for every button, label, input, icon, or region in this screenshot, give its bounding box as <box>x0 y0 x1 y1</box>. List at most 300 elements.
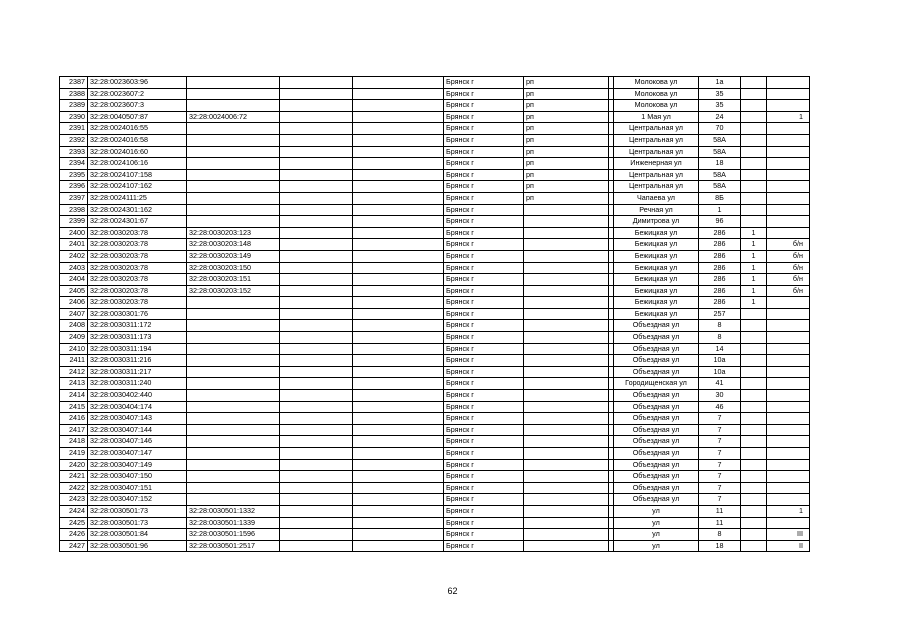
cell-empty-col-a <box>280 204 353 216</box>
cell-building <box>741 204 767 216</box>
cell-settlement-type: рп <box>524 134 609 146</box>
cell-building: 1 <box>741 227 767 239</box>
cell-house-number: 286 <box>699 239 741 251</box>
cell-house-number: 1 <box>699 204 741 216</box>
table-row <box>60 77 810 89</box>
table-row <box>60 482 810 494</box>
cell-empty-col-a <box>280 111 353 123</box>
cell-street: Объездная ул <box>614 424 699 436</box>
cell-flat-or-note <box>767 181 810 193</box>
cell-empty-col-a <box>280 216 353 228</box>
cell-house-number: 18 <box>699 540 741 552</box>
cell-empty-col-a <box>280 123 353 135</box>
cell-linked-cadastral-number <box>187 123 280 135</box>
cell-empty-col-a <box>280 297 353 309</box>
cell-linked-cadastral-number <box>187 297 280 309</box>
cell-house-number: 7 <box>699 494 741 506</box>
cell-building <box>741 529 767 541</box>
cell-street: Бежицкая ул <box>614 227 699 239</box>
cell-flat-or-note <box>767 355 810 367</box>
cell-linked-cadastral-number <box>187 390 280 402</box>
cell-flat-or-note <box>767 204 810 216</box>
cell-street: Центральная ул <box>614 134 699 146</box>
cell-cadastral-number: 32:28:0024016:55 <box>88 123 187 135</box>
cell-linked-cadastral-number <box>187 88 280 100</box>
cell-row-number: 2416 <box>60 413 88 425</box>
cell-building <box>741 390 767 402</box>
cell-city: Брянск г <box>444 250 524 262</box>
cell-empty-col-b <box>353 517 444 529</box>
cell-cadastral-number: 32:28:0030311:216 <box>88 355 187 367</box>
cell-empty-col-b <box>353 134 444 146</box>
cell-row-number: 2389 <box>60 100 88 112</box>
cell-row-number: 2407 <box>60 308 88 320</box>
table-row <box>60 111 810 123</box>
cell-empty-col-b <box>353 111 444 123</box>
cell-row-number: 2422 <box>60 482 88 494</box>
cell-city: Брянск г <box>444 494 524 506</box>
cell-house-number: 286 <box>699 274 741 286</box>
cell-empty-col-a <box>280 146 353 158</box>
cell-empty-col-a <box>280 181 353 193</box>
cell-building <box>741 448 767 460</box>
table-row <box>60 401 810 413</box>
cell-empty-col-b <box>353 390 444 402</box>
cell-empty-col-a <box>280 459 353 471</box>
cell-city: Брянск г <box>444 123 524 135</box>
cell-settlement-type: рп <box>524 192 609 204</box>
cell-building <box>741 158 767 170</box>
cell-settlement-type <box>524 505 609 517</box>
cell-cadastral-number: 32:28:0030203:78 <box>88 227 187 239</box>
cell-flat-or-note <box>767 320 810 332</box>
cell-linked-cadastral-number <box>187 424 280 436</box>
cell-city: Брянск г <box>444 216 524 228</box>
cell-linked-cadastral-number <box>187 436 280 448</box>
cell-house-number: 35 <box>699 100 741 112</box>
cell-empty-col-b <box>353 529 444 541</box>
cell-city: Брянск г <box>444 88 524 100</box>
cell-cadastral-number: 32:28:0030203:78 <box>88 262 187 274</box>
cell-empty-col-b <box>353 378 444 390</box>
cell-settlement-type: рп <box>524 88 609 100</box>
cell-empty-col-b <box>353 366 444 378</box>
cell-row-number: 2400 <box>60 227 88 239</box>
cell-empty-col-a <box>280 227 353 239</box>
cell-cadastral-number: 32:28:0024016:58 <box>88 134 187 146</box>
cell-settlement-type <box>524 239 609 251</box>
cell-building <box>741 123 767 135</box>
cell-empty-col-a <box>280 529 353 541</box>
cell-city: Брянск г <box>444 77 524 89</box>
cell-flat-or-note <box>767 459 810 471</box>
cell-city: Брянск г <box>444 355 524 367</box>
cell-empty-col-a <box>280 505 353 517</box>
cell-building <box>741 436 767 448</box>
cell-settlement-type <box>524 494 609 506</box>
cell-empty-col-a <box>280 494 353 506</box>
table-row <box>60 239 810 251</box>
cell-row-number: 2418 <box>60 436 88 448</box>
cell-cadastral-number: 32:28:0030402:440 <box>88 390 187 402</box>
cell-empty-col-a <box>280 88 353 100</box>
cell-building <box>741 424 767 436</box>
cell-settlement-type: рп <box>524 123 609 135</box>
cell-settlement-type: рп <box>524 181 609 193</box>
cell-city: Брянск г <box>444 274 524 286</box>
table-row <box>60 378 810 390</box>
cell-house-number: 96 <box>699 216 741 228</box>
cell-street: Инженерная ул <box>614 158 699 170</box>
cell-settlement-type <box>524 320 609 332</box>
cell-row-number: 2399 <box>60 216 88 228</box>
cell-house-number: 7 <box>699 436 741 448</box>
cell-city: Брянск г <box>444 424 524 436</box>
table-row <box>60 146 810 158</box>
cell-building <box>741 181 767 193</box>
table-row <box>60 517 810 529</box>
cell-linked-cadastral-number <box>187 494 280 506</box>
cell-building <box>741 343 767 355</box>
cell-flat-or-note <box>767 308 810 320</box>
cell-linked-cadastral-number <box>187 378 280 390</box>
cell-row-number: 2423 <box>60 494 88 506</box>
cell-city: Брянск г <box>444 181 524 193</box>
cell-empty-col-a <box>280 169 353 181</box>
cell-row-number: 2426 <box>60 529 88 541</box>
cell-settlement-type <box>524 459 609 471</box>
cell-empty-col-a <box>280 332 353 344</box>
cell-cadastral-number: 32:28:0024301:67 <box>88 216 187 228</box>
cell-building <box>741 505 767 517</box>
cell-flat-or-note <box>767 378 810 390</box>
cell-street: Объездная ул <box>614 471 699 483</box>
cell-empty-col-b <box>353 482 444 494</box>
cell-linked-cadastral-number: 32:28:0030203:150 <box>187 262 280 274</box>
cell-city: Брянск г <box>444 436 524 448</box>
cell-street: Объездная ул <box>614 494 699 506</box>
cell-flat-or-note: б/н <box>767 262 810 274</box>
cell-settlement-type <box>524 390 609 402</box>
cell-flat-or-note: II <box>767 540 810 552</box>
table-row <box>60 390 810 402</box>
table-row <box>60 436 810 448</box>
cell-house-number: 24 <box>699 111 741 123</box>
cell-row-number: 2405 <box>60 285 88 297</box>
cell-city: Брянск г <box>444 401 524 413</box>
cell-empty-col-a <box>280 77 353 89</box>
cell-house-number: 10а <box>699 366 741 378</box>
table-row <box>60 355 810 367</box>
cell-flat-or-note <box>767 517 810 529</box>
table-row <box>60 297 810 309</box>
table-row <box>60 250 810 262</box>
cell-empty-col-b <box>353 308 444 320</box>
cell-empty-col-b <box>353 413 444 425</box>
cell-linked-cadastral-number <box>187 448 280 460</box>
table-row <box>60 100 810 112</box>
cell-empty-col-a <box>280 239 353 251</box>
property-register-table <box>59 76 810 552</box>
cell-city: Брянск г <box>444 459 524 471</box>
cell-house-number: 10а <box>699 355 741 367</box>
cell-empty-col-b <box>353 262 444 274</box>
cell-flat-or-note <box>767 192 810 204</box>
cell-settlement-type: рп <box>524 169 609 181</box>
cell-city: Брянск г <box>444 378 524 390</box>
cell-row-number: 2425 <box>60 517 88 529</box>
cell-linked-cadastral-number: 32:28:0030203:123 <box>187 227 280 239</box>
cell-empty-col-b <box>353 250 444 262</box>
cell-building <box>741 332 767 344</box>
cell-house-number: 46 <box>699 401 741 413</box>
cell-linked-cadastral-number <box>187 181 280 193</box>
cell-empty-col-b <box>353 459 444 471</box>
cell-empty-col-a <box>280 517 353 529</box>
cell-street: Объездная ул <box>614 343 699 355</box>
cell-settlement-type <box>524 424 609 436</box>
cell-empty-col-a <box>280 250 353 262</box>
table-row <box>60 448 810 460</box>
cell-row-number: 2397 <box>60 192 88 204</box>
cell-street: Объездная ул <box>614 413 699 425</box>
table-row <box>60 424 810 436</box>
cell-building <box>741 192 767 204</box>
cell-house-number: 8 <box>699 320 741 332</box>
cell-row-number: 2427 <box>60 540 88 552</box>
cell-building <box>741 366 767 378</box>
cell-row-number: 2395 <box>60 169 88 181</box>
cell-city: Брянск г <box>444 332 524 344</box>
table-row <box>60 88 810 100</box>
cell-cadastral-number: 32:28:0023603:96 <box>88 77 187 89</box>
cell-cadastral-number: 32:28:0024016:60 <box>88 146 187 158</box>
cell-empty-col-b <box>353 88 444 100</box>
cell-linked-cadastral-number <box>187 192 280 204</box>
table-body <box>60 77 810 552</box>
cell-empty-col-a <box>280 192 353 204</box>
cell-city: Брянск г <box>444 111 524 123</box>
cell-cadastral-number: 32:28:0024111:25 <box>88 192 187 204</box>
cell-house-number: 14 <box>699 343 741 355</box>
cell-building <box>741 494 767 506</box>
cell-house-number: 18 <box>699 158 741 170</box>
cell-street: Объездная ул <box>614 401 699 413</box>
cell-linked-cadastral-number <box>187 158 280 170</box>
cell-house-number: 286 <box>699 250 741 262</box>
cell-empty-col-a <box>280 355 353 367</box>
cell-flat-or-note <box>767 77 810 89</box>
cell-street: Центральная ул <box>614 123 699 135</box>
cell-city: Брянск г <box>444 134 524 146</box>
cell-row-number: 2392 <box>60 134 88 146</box>
cell-street: Бежицкая ул <box>614 262 699 274</box>
cell-empty-col-a <box>280 343 353 355</box>
cell-flat-or-note <box>767 471 810 483</box>
cell-empty-col-b <box>353 158 444 170</box>
cell-empty-col-a <box>280 262 353 274</box>
cell-city: Брянск г <box>444 390 524 402</box>
table-row <box>60 181 810 193</box>
cell-settlement-type <box>524 274 609 286</box>
cell-linked-cadastral-number <box>187 308 280 320</box>
cell-house-number: 7 <box>699 413 741 425</box>
cell-building <box>741 355 767 367</box>
cell-flat-or-note <box>767 343 810 355</box>
cell-cadastral-number: 32:28:0030407:144 <box>88 424 187 436</box>
cell-street: Молокова ул <box>614 77 699 89</box>
cell-empty-col-b <box>353 505 444 517</box>
cell-linked-cadastral-number <box>187 169 280 181</box>
cell-row-number: 2417 <box>60 424 88 436</box>
cell-cadastral-number: 32:28:0030501:84 <box>88 529 187 541</box>
cell-flat-or-note <box>767 123 810 135</box>
cell-settlement-type <box>524 517 609 529</box>
cell-linked-cadastral-number <box>187 355 280 367</box>
cell-empty-col-b <box>353 100 444 112</box>
cell-empty-col-a <box>280 436 353 448</box>
cell-street: Центральная ул <box>614 146 699 158</box>
cell-house-number: 11 <box>699 517 741 529</box>
cell-cadastral-number: 32:28:0023607:3 <box>88 100 187 112</box>
cell-settlement-type: рп <box>524 77 609 89</box>
cell-house-number: 58А <box>699 146 741 158</box>
cell-house-number: 30 <box>699 390 741 402</box>
cell-house-number: 7 <box>699 471 741 483</box>
cell-city: Брянск г <box>444 239 524 251</box>
cell-house-number: 70 <box>699 123 741 135</box>
cell-empty-col-b <box>353 436 444 448</box>
cell-cadastral-number: 32:28:0030501:73 <box>88 505 187 517</box>
cell-street: Бежицкая ул <box>614 285 699 297</box>
cell-linked-cadastral-number <box>187 343 280 355</box>
cell-house-number: 7 <box>699 424 741 436</box>
cell-cadastral-number: 32:28:0024107:162 <box>88 181 187 193</box>
cell-empty-col-b <box>353 181 444 193</box>
cell-city: Брянск г <box>444 343 524 355</box>
cell-row-number: 2402 <box>60 250 88 262</box>
cell-city: Брянск г <box>444 540 524 552</box>
cell-settlement-type <box>524 540 609 552</box>
cell-flat-or-note <box>767 134 810 146</box>
cell-linked-cadastral-number <box>187 134 280 146</box>
cell-empty-col-b <box>353 343 444 355</box>
table-row <box>60 216 810 228</box>
cell-city: Брянск г <box>444 448 524 460</box>
cell-cadastral-number: 32:28:0030501:96 <box>88 540 187 552</box>
cell-empty-col-a <box>280 274 353 286</box>
cell-cadastral-number: 32:28:0030203:78 <box>88 250 187 262</box>
cell-settlement-type <box>524 471 609 483</box>
cell-street: Объездная ул <box>614 320 699 332</box>
cell-house-number: 7 <box>699 448 741 460</box>
table-row <box>60 320 810 332</box>
cell-street: Городищенская ул <box>614 378 699 390</box>
cell-flat-or-note <box>767 158 810 170</box>
cell-empty-col-b <box>353 355 444 367</box>
cell-building <box>741 482 767 494</box>
cell-house-number: 58А <box>699 134 741 146</box>
cell-street: Объездная ул <box>614 448 699 460</box>
cell-empty-col-b <box>353 401 444 413</box>
cell-cadastral-number: 32:28:0030301:76 <box>88 308 187 320</box>
cell-city: Брянск г <box>444 169 524 181</box>
cell-linked-cadastral-number <box>187 320 280 332</box>
cell-city: Брянск г <box>444 285 524 297</box>
cell-city: Брянск г <box>444 158 524 170</box>
cell-street: Димитрова ул <box>614 216 699 228</box>
cell-empty-col-a <box>280 413 353 425</box>
cell-row-number: 2406 <box>60 297 88 309</box>
cell-house-number: 41 <box>699 378 741 390</box>
cell-empty-col-a <box>280 482 353 494</box>
cell-house-number: 7 <box>699 459 741 471</box>
cell-house-number: 8Б <box>699 192 741 204</box>
cell-flat-or-note: б/н <box>767 274 810 286</box>
cell-house-number: 8 <box>699 529 741 541</box>
table-row <box>60 494 810 506</box>
table-row <box>60 332 810 344</box>
cell-flat-or-note <box>767 227 810 239</box>
cell-empty-col-a <box>280 100 353 112</box>
cell-settlement-type: рп <box>524 100 609 112</box>
cell-cadastral-number: 32:28:0030311:173 <box>88 332 187 344</box>
cell-street: 1 Мая ул <box>614 111 699 123</box>
cell-linked-cadastral-number: 32:28:0030203:151 <box>187 274 280 286</box>
cell-street: Бежицкая ул <box>614 250 699 262</box>
cell-house-number: 8 <box>699 332 741 344</box>
cell-linked-cadastral-number <box>187 332 280 344</box>
cell-building: 1 <box>741 297 767 309</box>
cell-cadastral-number: 32:28:0024107:158 <box>88 169 187 181</box>
cell-settlement-type: рп <box>524 158 609 170</box>
cell-street: Объездная ул <box>614 355 699 367</box>
cell-flat-or-note: б/н <box>767 250 810 262</box>
cell-row-number: 2398 <box>60 204 88 216</box>
cell-settlement-type <box>524 227 609 239</box>
cell-city: Брянск г <box>444 413 524 425</box>
cell-settlement-type <box>524 529 609 541</box>
cell-city: Брянск г <box>444 192 524 204</box>
cell-building <box>741 111 767 123</box>
cell-building <box>741 146 767 158</box>
cell-row-number: 2412 <box>60 366 88 378</box>
cell-row-number: 2408 <box>60 320 88 332</box>
cell-settlement-type <box>524 216 609 228</box>
cell-flat-or-note <box>767 413 810 425</box>
cell-street: ул <box>614 540 699 552</box>
cell-row-number: 2424 <box>60 505 88 517</box>
cell-empty-col-b <box>353 204 444 216</box>
cell-linked-cadastral-number: 32:28:0030501:1332 <box>187 505 280 517</box>
cell-city: Брянск г <box>444 227 524 239</box>
cell-street: Речная ул <box>614 204 699 216</box>
cell-settlement-type <box>524 204 609 216</box>
cell-cadastral-number: 32:28:0024301:162 <box>88 204 187 216</box>
cell-building: 1 <box>741 239 767 251</box>
cell-linked-cadastral-number <box>187 77 280 89</box>
cell-building <box>741 77 767 89</box>
cell-settlement-type <box>524 250 609 262</box>
cell-empty-col-a <box>280 285 353 297</box>
cell-flat-or-note <box>767 436 810 448</box>
cell-linked-cadastral-number <box>187 146 280 158</box>
cell-linked-cadastral-number <box>187 482 280 494</box>
cell-cadastral-number: 32:28:0030311:217 <box>88 366 187 378</box>
cell-city: Брянск г <box>444 308 524 320</box>
cell-cadastral-number: 32:28:0030203:78 <box>88 297 187 309</box>
cell-city: Брянск г <box>444 366 524 378</box>
